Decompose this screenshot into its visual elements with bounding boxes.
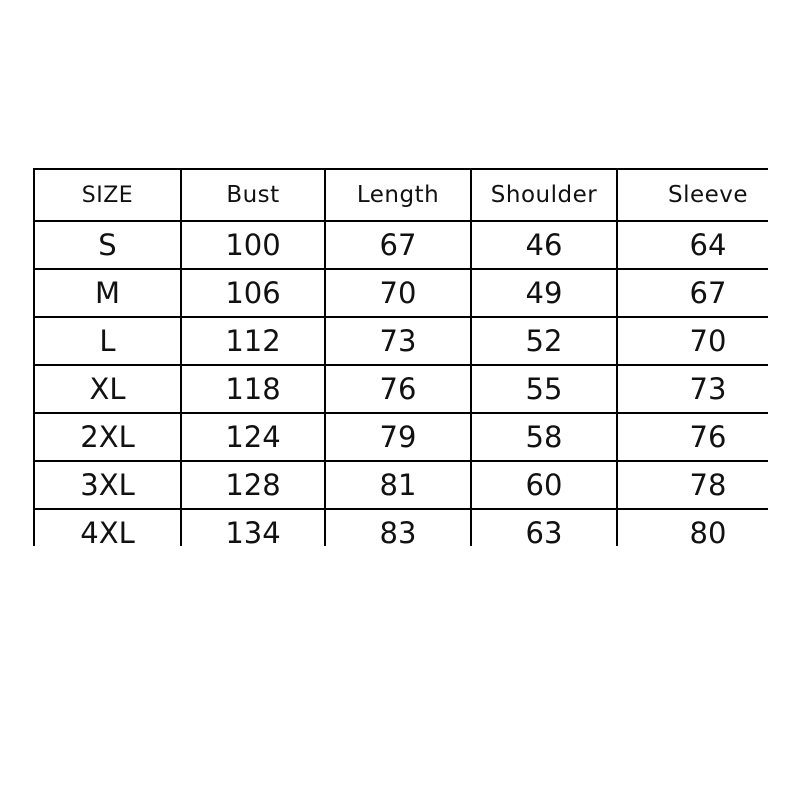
cell-shoulder: 46	[471, 221, 617, 269]
cell-sleeve: 70	[617, 317, 768, 365]
cell-length: 81	[325, 461, 471, 509]
size-chart-table	[33, 168, 768, 546]
cell-sleeve: 67	[617, 269, 768, 317]
cell-shoulder: 63	[471, 509, 617, 546]
cell-length: 67	[325, 221, 471, 269]
cell-size: M	[34, 269, 181, 317]
cell-length: 73	[325, 317, 471, 365]
column-header-shoulder: Shoulder	[471, 169, 617, 221]
cell-size: 2XL	[34, 413, 181, 461]
cell-size: XL	[34, 365, 181, 413]
table-row	[34, 413, 768, 461]
cell-bust: 106	[181, 269, 325, 317]
cell-length: 76	[325, 365, 471, 413]
column-header-bust: Bust	[181, 169, 325, 221]
table-row	[34, 221, 768, 269]
table-row	[34, 317, 768, 365]
cell-bust: 128	[181, 461, 325, 509]
cell-length: 83	[325, 509, 471, 546]
cell-bust: 112	[181, 317, 325, 365]
cell-sleeve: 78	[617, 461, 768, 509]
table-row	[34, 509, 768, 546]
cell-shoulder: 52	[471, 317, 617, 365]
cell-size: S	[34, 221, 181, 269]
table-row	[34, 269, 768, 317]
cell-shoulder: 49	[471, 269, 617, 317]
cell-sleeve: 76	[617, 413, 768, 461]
cell-bust: 118	[181, 365, 325, 413]
cell-size: 4XL	[34, 509, 181, 546]
column-header-size: SIZE	[34, 169, 181, 221]
size-chart-table-wrapper	[33, 168, 768, 546]
table-row	[34, 461, 768, 509]
cell-length: 70	[325, 269, 471, 317]
cell-sleeve: 80	[617, 509, 768, 546]
column-header-length: Length	[325, 169, 471, 221]
cell-size: L	[34, 317, 181, 365]
cell-shoulder: 55	[471, 365, 617, 413]
cell-bust: 134	[181, 509, 325, 546]
cell-shoulder: 60	[471, 461, 617, 509]
cell-length: 79	[325, 413, 471, 461]
cell-size: 3XL	[34, 461, 181, 509]
cell-bust: 124	[181, 413, 325, 461]
cell-bust: 100	[181, 221, 325, 269]
cell-sleeve: 64	[617, 221, 768, 269]
cell-sleeve: 73	[617, 365, 768, 413]
cell-shoulder: 58	[471, 413, 617, 461]
table-header-row	[34, 169, 768, 221]
table-row	[34, 365, 768, 413]
column-header-sleeve: Sleeve	[617, 169, 768, 221]
